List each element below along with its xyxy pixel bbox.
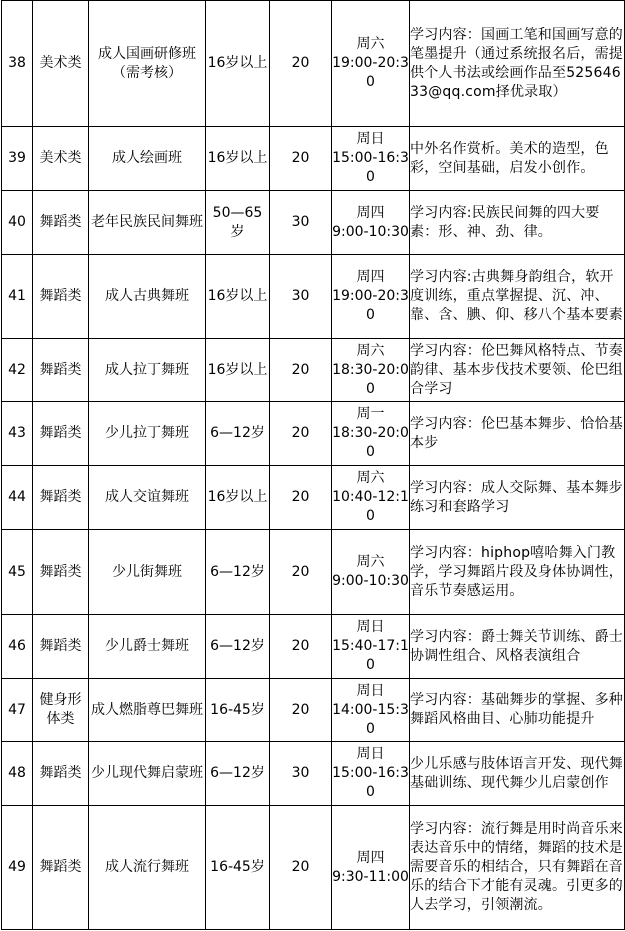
course-category-text: 舞蹈类 [39, 563, 82, 580]
course-category [33, 742, 89, 806]
course-name-text: 成人绘画班 [112, 150, 182, 166]
course-age [206, 530, 270, 615]
course-fee-text: 20 [291, 701, 310, 718]
course-number-text: 49 [8, 859, 26, 875]
course-day: 周日 [356, 746, 385, 762]
course-category-text: 美术类 [39, 150, 82, 166]
course-schedule [332, 466, 410, 530]
course-fee [270, 339, 332, 402]
course-name-text: 成人古典舞班 [105, 288, 189, 304]
course-category [33, 127, 89, 191]
course-fee-text: 20 [291, 55, 310, 71]
course-category [33, 255, 89, 339]
table-row [2, 530, 625, 615]
course-fee [270, 127, 332, 191]
course-fee [270, 806, 332, 930]
course-category-text: 舞蹈类 [39, 765, 82, 781]
course-description-text: 学习内容：成人交际舞、基本舞步练习和套路学习 [410, 479, 623, 515]
course-age [206, 402, 270, 466]
course-category-text: 舞蹈类 [39, 489, 82, 505]
course-fee-text: 20 [291, 425, 310, 441]
course-age-text: 16岁以上 [207, 288, 268, 304]
table-row [2, 127, 625, 191]
course-age-text: 16-45岁 [210, 859, 265, 875]
course-number-text: 41 [8, 288, 26, 304]
course-schedule [332, 255, 410, 339]
course-schedule [332, 339, 410, 402]
course-fee [270, 742, 332, 806]
course-fee-text: 20 [291, 489, 310, 505]
course-number [2, 679, 33, 742]
table-row [2, 255, 625, 339]
course-number [2, 402, 33, 466]
course-age-text: 6—12岁 [210, 638, 265, 654]
course-description [410, 679, 625, 742]
table-body [2, 1, 625, 930]
course-category [33, 806, 89, 930]
course-number [2, 339, 33, 402]
course-age-text: 16-45岁 [210, 701, 265, 718]
course-time: 9:00-10:30 [332, 223, 409, 240]
course-number-text: 38 [8, 55, 26, 71]
course-fee-text: 20 [291, 563, 310, 580]
course-number [2, 530, 33, 615]
course-description [410, 615, 625, 679]
course-description-text: 学习内容：伦巴基本舞步、恰恰基本步 [410, 415, 623, 451]
course-schedule [332, 806, 410, 930]
course-fee-text: 20 [291, 638, 310, 654]
table-row [2, 742, 625, 806]
course-name [89, 466, 206, 530]
course-fee-text: 30 [291, 288, 310, 304]
course-name [89, 127, 206, 191]
course-time: 19:00-20:30 [332, 288, 409, 323]
course-category-text: 美术类 [39, 55, 82, 71]
course-description-text: 学习内容：伦巴舞风格特点、节奏韵律、基本步伐技术要领、伦巴组合学习 [410, 342, 623, 397]
course-description [410, 127, 625, 191]
course-day: 周六 [356, 470, 385, 486]
course-age-text: 6—12岁 [210, 563, 265, 580]
course-fee-text: 20 [291, 361, 310, 378]
course-number [2, 806, 33, 930]
course-number [2, 466, 33, 530]
course-time: 19:00-20:30 [332, 55, 409, 90]
course-day: 周六 [356, 554, 385, 570]
course-category-text: 舞蹈类 [39, 638, 82, 654]
course-age [206, 615, 270, 679]
course-fee [270, 615, 332, 679]
course-description [410, 1, 625, 127]
course-day: 周四 [356, 204, 385, 221]
course-description [410, 402, 625, 466]
course-description-text: 学习内容:古典舞身韵组合，软开度训练，重点掌握提、沉、冲、靠、含、腆、仰、移八个基本要素 [410, 269, 623, 323]
course-schedule [332, 402, 410, 466]
course-fee [270, 255, 332, 339]
course-schedule [332, 679, 410, 742]
course-time: 18:30-20:00 [332, 361, 409, 397]
course-description [410, 339, 625, 402]
course-category [33, 191, 89, 255]
course-day: 周日 [356, 619, 385, 635]
course-name [89, 679, 206, 742]
course-day: 周四 [356, 849, 385, 866]
table-row [2, 679, 625, 742]
course-age-text: 16岁以上 [207, 150, 268, 166]
course-name-text: 少儿爵士舞班 [105, 638, 189, 654]
course-name [89, 255, 206, 339]
course-fee [270, 1, 332, 127]
course-category [33, 466, 89, 530]
course-fee [270, 530, 332, 615]
course-description-text: 学习内容：国画工笔和国画写意的笔墨提升（通过系统报名后，需提供个人书法或绘画作品至52564633@qq.com择优录取） [410, 26, 623, 100]
course-day: 周日 [356, 131, 385, 147]
course-name [89, 402, 206, 466]
course-age [206, 127, 270, 191]
table-row [2, 806, 625, 930]
course-schedule [332, 742, 410, 806]
course-name-text: 成人交谊舞班 [105, 489, 189, 505]
course-name-text: 少儿拉丁舞班 [105, 425, 189, 441]
course-description-text: 学习内容：hiphop嘻哈舞入门教学，学习舞蹈片段及身体协调性，音乐节奏感运用。 [410, 544, 623, 599]
course-schedule [332, 615, 410, 679]
course-name-text: 成人拉丁舞班 [105, 361, 189, 378]
course-category-text: 舞蹈类 [39, 425, 82, 441]
course-age [206, 679, 270, 742]
course-name-text: 老年民族民间舞班 [91, 214, 203, 230]
table-row [2, 191, 625, 255]
course-schedule [332, 191, 410, 255]
course-name [89, 191, 206, 255]
course-fee [270, 191, 332, 255]
course-time: 10:40-12:10 [332, 489, 409, 524]
course-name [89, 530, 206, 615]
course-description-text: 学习内容：基础舞步的掌握、多种舞蹈风格曲目、心肺功能提升 [410, 692, 623, 727]
course-name-text: 成人国画研修班（需考核） [98, 45, 196, 81]
course-category-text: 舞蹈类 [39, 288, 82, 304]
course-age [206, 742, 270, 806]
course-category-text: 健身形体类 [39, 692, 82, 727]
course-age [206, 191, 270, 255]
course-category-text: 舞蹈类 [39, 361, 82, 378]
course-age-text: 6—12岁 [210, 425, 265, 441]
course-fee-text: 20 [291, 150, 310, 166]
course-category [33, 402, 89, 466]
course-day: 周六 [356, 342, 385, 359]
table-row [2, 615, 625, 679]
course-fee-text: 20 [291, 859, 310, 875]
course-time: 9:00-10:30 [332, 573, 409, 589]
course-day: 周四 [356, 269, 385, 285]
course-description [410, 255, 625, 339]
course-number [2, 1, 33, 127]
course-day: 周六 [356, 36, 385, 52]
course-number-text: 43 [8, 425, 26, 441]
course-age [206, 1, 270, 127]
course-category-text: 舞蹈类 [39, 859, 82, 875]
course-description-text: 学习内容：流行舞是用时尚音乐来表达音乐中的情绪，舞蹈的技术是需要音乐的相结合，只有舞蹈在音乐的结合下才能有灵魂。引更多的人去学习，引领潮流。 [410, 821, 623, 913]
course-number-text: 39 [8, 150, 26, 166]
course-number [2, 127, 33, 191]
course-age-text: 16岁以上 [207, 489, 268, 505]
course-age-text: 16岁以上 [207, 55, 268, 71]
course-number-text: 44 [8, 489, 26, 505]
course-description [410, 742, 625, 806]
course-fee-text: 30 [291, 765, 310, 781]
course-fee [270, 466, 332, 530]
course-age [206, 466, 270, 530]
table-row [2, 339, 625, 402]
course-number-text: 42 [8, 361, 26, 378]
course-time: 18:30-20:00 [332, 425, 409, 460]
course-number-text: 48 [8, 765, 26, 781]
table-row [2, 466, 625, 530]
course-description [410, 806, 625, 930]
course-time: 15:40-17:10 [332, 638, 409, 673]
course-number-text: 45 [8, 563, 26, 580]
course-name [89, 1, 206, 127]
course-number-text: 46 [8, 638, 26, 654]
course-description-text: 少儿乐感与肢体语言开发、现代舞基础训练、现代舞少儿启蒙创作 [410, 755, 623, 791]
course-table [1, 0, 625, 930]
course-fee [270, 402, 332, 466]
table-row [2, 1, 625, 127]
course-number [2, 255, 33, 339]
course-schedule [332, 127, 410, 191]
course-category [33, 1, 89, 127]
course-name [89, 742, 206, 806]
course-name-text: 成人流行舞班 [105, 859, 189, 875]
course-schedule [332, 1, 410, 127]
course-age [206, 339, 270, 402]
course-description-text: 学习内容:民族民间舞的四大要素：形、神、劲、律。 [410, 204, 600, 240]
course-description [410, 466, 625, 530]
course-fee [270, 679, 332, 742]
course-category [33, 615, 89, 679]
course-day: 周一 [356, 406, 385, 422]
course-number [2, 742, 33, 806]
course-fee-text: 30 [291, 214, 310, 230]
course-time: 15:00-16:30 [332, 150, 409, 185]
course-time: 15:00-16:30 [332, 765, 409, 800]
course-age [206, 806, 270, 930]
course-schedule [332, 530, 410, 615]
course-number-text: 47 [8, 701, 26, 718]
course-name-text: 少儿现代舞启蒙班 [91, 765, 203, 781]
course-description-text: 中外名作赏析。美术的造型，色彩，空间基础，启发小创作。 [410, 140, 609, 176]
course-description [410, 530, 625, 615]
course-age [206, 255, 270, 339]
course-time: 14:00-15:30 [332, 701, 409, 737]
course-age-text: 16岁以上 [207, 361, 268, 378]
table-row [2, 402, 625, 466]
course-name-text: 成人燃脂尊巴舞班 [91, 701, 203, 718]
course-day: 周日 [356, 682, 385, 699]
course-age-text: 50—65岁 [212, 204, 263, 240]
course-number [2, 191, 33, 255]
course-description [410, 191, 625, 255]
course-number-text: 40 [8, 214, 26, 230]
course-category-text: 舞蹈类 [39, 214, 82, 230]
course-category [33, 679, 89, 742]
course-description-text: 学习内容：爵士舞关节训练、爵士协调性组合、风格表演组合 [410, 628, 623, 664]
course-age-text: 6—12岁 [210, 765, 265, 781]
course-name [89, 806, 206, 930]
course-name [89, 339, 206, 402]
course-category [33, 339, 89, 402]
course-category [33, 530, 89, 615]
course-name [89, 615, 206, 679]
course-time: 9:30-11:00 [332, 868, 409, 885]
course-name-text: 少儿街舞班 [112, 563, 182, 580]
course-number [2, 615, 33, 679]
